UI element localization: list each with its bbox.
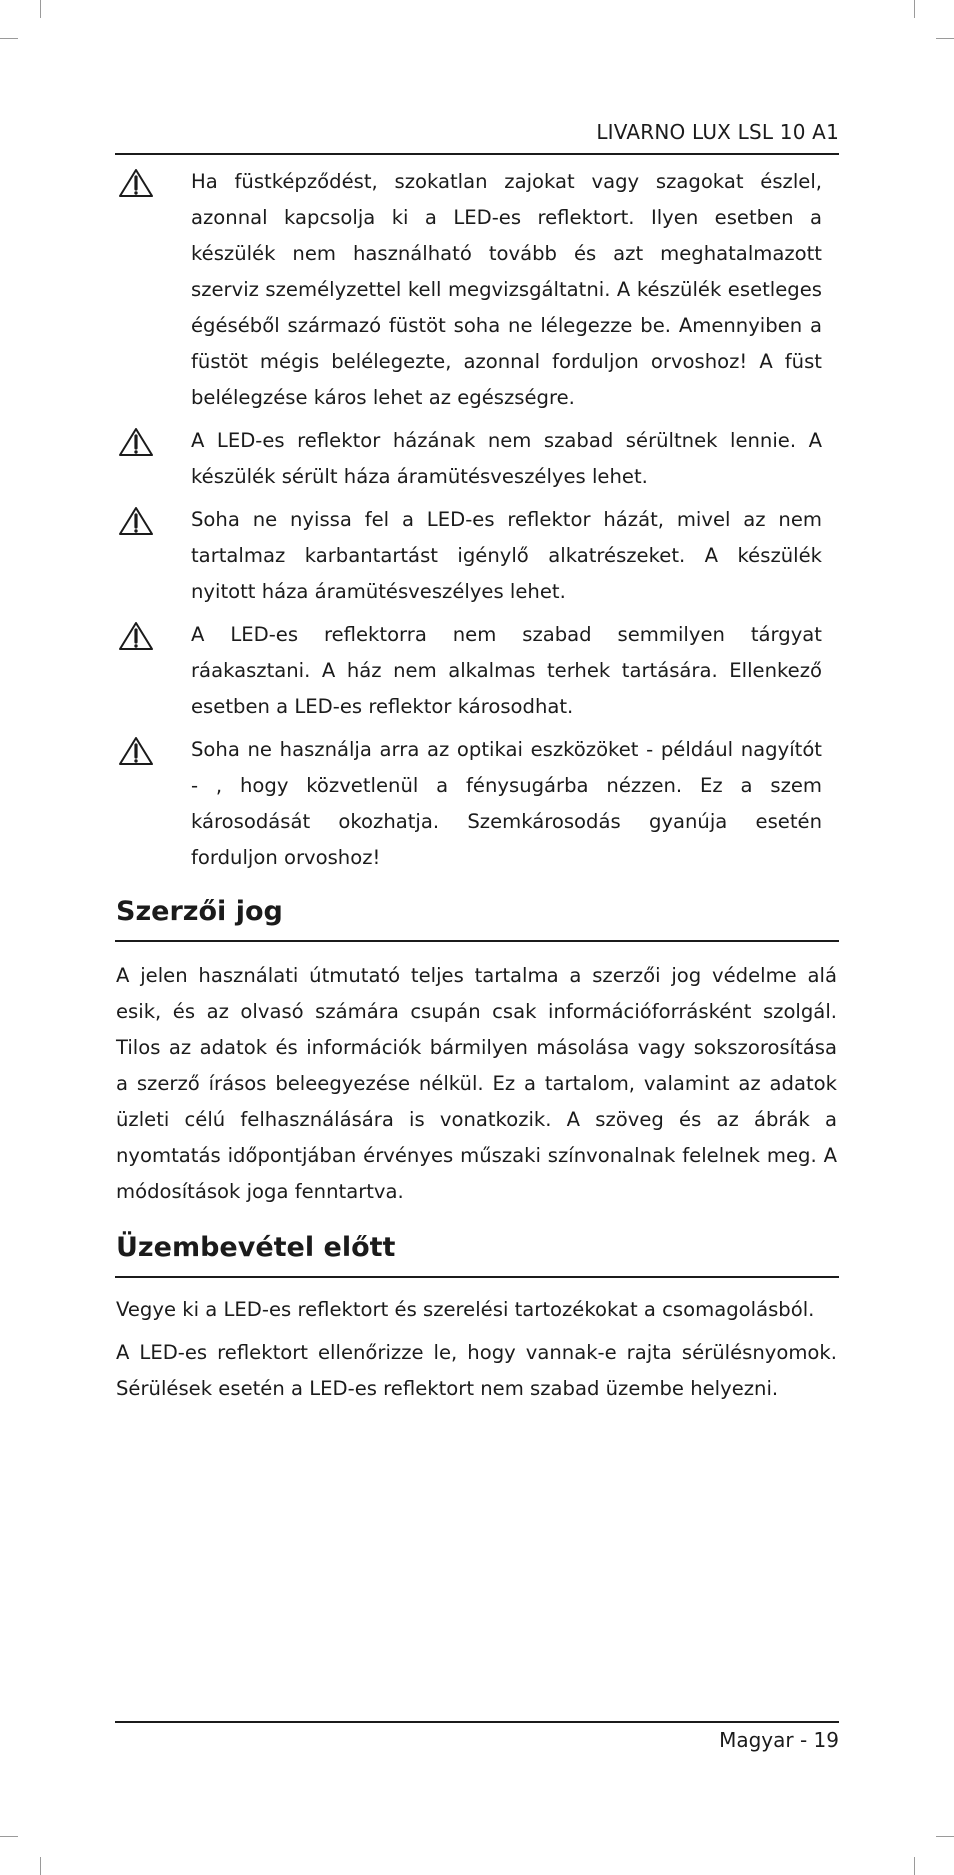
warning-item [115,502,839,610]
crop-mark [0,1836,18,1837]
footer-rule [115,1721,839,1723]
warning-triangle-icon [118,506,154,536]
crop-mark [40,0,41,18]
header-rule [115,153,839,155]
warning-triangle-icon [118,427,154,457]
crop-mark [40,1857,41,1875]
warning-triangle-icon [118,736,154,766]
before-use-heading: Üzembevétel előtt [116,1232,396,1263]
section-rule [115,1276,839,1278]
crop-mark [936,1836,954,1837]
warning-text: A LED-es reflektorra nem szabad semmilyen tárgyat ráakasztani. A ház nem alkalmas terhek tartására. Ellenkező esetben a LED-es reflektor károsodhat. [191,623,822,718]
warning-item [115,732,839,876]
crop-mark [914,1857,915,1875]
before-use-text: A LED-es reflektort ellenőrizze le, hogy vannak-e rajta sérülésnyomok. Sérülések esetén a LED-es reflektort nem szabad üzembe helyezni. [116,1341,837,1400]
crop-mark [914,0,915,18]
warning-triangle-icon [118,168,154,198]
page-number: Magyar - 19 [719,1728,839,1752]
warning-triangle-icon [118,621,154,651]
header-title: LIVARNO LUX LSL 10 A1 [596,120,839,144]
warning-item [115,164,839,416]
copyright-text: A jelen használati útmutató teljes tartalma a szerzői jog védelme alá esik, és az olvasó számára csupán csak információforrásként szolgál. Tilos az adatok és információk bármilyen másolása vagy sokszorosítása a szerző írásos beleegyezése nélkül. Ez a tartalom, valamint az adatok üzleti célú felhasználására is vonatkozik. A szöveg és az ábrák a nyomtatás időpontjában érvényes műszaki színvonalnak felelnek meg. A módosítások joga fenntartva. [116,964,837,1203]
before-use-section [116,1292,837,1407]
warning-item [115,617,839,725]
section-rule [115,940,839,942]
warning-text: Soha ne használja arra az optikai eszközöket - például nagyítót - , hogy közvetlenül a fénysugárba nézzen. Ez a szem károsodását okozhatja. Szemkárosodás gyanúja esetén forduljon orvoshoz! [191,738,822,869]
crop-mark [936,38,954,39]
before-use-text: Vegye ki a LED-es reflektort és szerelési tartozékokat a csomagolásból. [116,1298,815,1321]
crop-mark [0,38,18,39]
warning-text: A LED-es reflektor házának nem szabad sérültnek lennie. A készülék sérült háza áramütésveszélyes lehet. [191,429,822,488]
warning-list [115,164,839,883]
warning-text: Ha füstképződést, szokatlan zajokat vagy szagokat észlel, azonnal kapcsolja ki a LED-es reflektort. Ilyen esetben a készülék nem használható tovább és azt meghatalmazott szerviz személyzettel kell megvizsgáltatni. A készülék esetleges égéséből származó füstöt soha ne lélegezze be. Amennyiben a füstöt mégis belélegezte, azonnal forduljon orvoshoz! A füst belélegzése káros lehet az egészségre. [191,170,822,409]
copyright-heading: Szerzői jog [116,896,283,927]
copyright-section [116,958,837,1210]
warning-item [115,423,839,495]
warning-text: Soha ne nyissa fel a LED-es reflektor házát, mivel az nem tartalmaz karbantartást igénylő alkatrészeket. A készülék nyitott háza áramütésveszélyes lehet. [191,508,822,603]
